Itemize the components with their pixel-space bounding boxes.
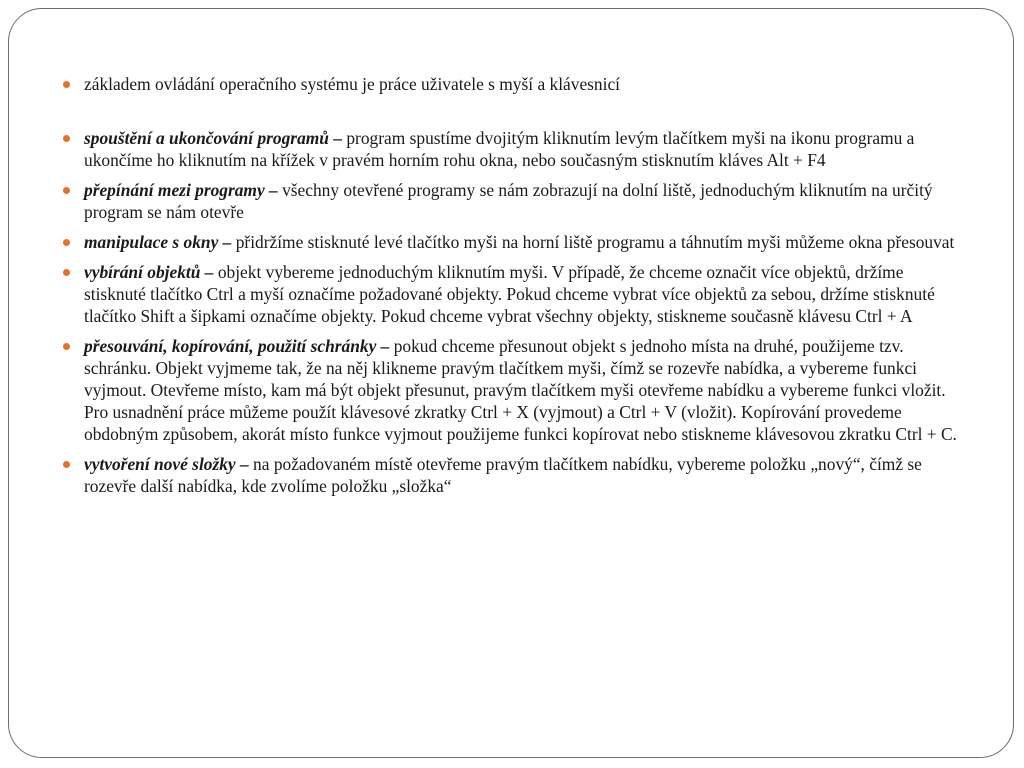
bullet-dot-icon	[63, 461, 70, 468]
bullet-dot-icon	[63, 187, 70, 194]
bullet-term: spouštění a ukončování programů –	[84, 128, 343, 148]
bullet-text: program spustíme dvojitým kliknutím levým tlačítkem myši na ikonu programu a ukončíme ho kliknutím na křížek v pravém horním rohu okna, nebo současným stisknutím kláves Alt + F4	[84, 128, 915, 170]
bullet-dot-icon	[63, 81, 70, 88]
bullet-text: základem ovládání operačního systému je práce uživatele s myší a klávesnicí	[84, 74, 621, 94]
bullet-term: vybírání objektů –	[84, 262, 214, 282]
bullet-item	[62, 231, 967, 253]
bullet-dot-icon	[63, 239, 70, 246]
bullet-text: na požadovaném místě otevřeme pravým tlačítkem nabídku, vybereme položku „nový“, čímž se rozevře další nabídka, kde zvolíme položku „složka“	[84, 454, 922, 496]
bullet-list	[62, 73, 967, 505]
bullet-item	[62, 127, 967, 171]
bullet-text: pokud chceme přesunout objekt s jednoho místa na druhé, použijeme tzv. schránku. Objekt vyjmeme tak, že na něj klikneme pravým tlačítkem myši, čímž se rozevře nabídka, a vybereme funkci vyjmout. Otevřeme místo, kam má být objekt přesunut, pravým tlačítkem myši otevřeme nabídku a vybereme funkci vložit. Pro usnadnění práce můžeme použít klávesové zkratky Ctrl + X (vyjmout) a Ctrl + V (vložit). Kopírování provedeme obdobným způsobem, akorát místo funkce vyjmout použijeme funkci kopírovat nebo stiskneme klávesovou zkratku Ctrl + C.	[84, 336, 957, 444]
bullet-item	[62, 261, 967, 327]
bullet-text: přidržíme stisknuté levé tlačítko myši na horní liště programu a táhnutím myši můžeme okna přesouvat	[231, 232, 955, 252]
bullet-dot-icon	[63, 343, 70, 350]
bullet-term: manipulace s okny –	[84, 232, 232, 252]
bullet-text: všechny otevřené programy se nám zobrazují na dolní liště, jednoduchým kliknutím na určitý program se nám otevře	[84, 180, 933, 222]
bullet-term: přesouvání, kopírování, použití schránky –	[84, 336, 390, 356]
bullet-item	[62, 335, 967, 445]
slide-frame	[8, 8, 1014, 758]
bullet-item	[62, 179, 967, 223]
bullet-item	[62, 73, 967, 95]
bullet-text: objekt vybereme jednoduchým kliknutím myši. V případě, že chceme označit více objektů, držíme stisknuté tlačítko Ctrl a myší označíme požadované objekty. Pokud chceme vybrat více objektů za sebou, držíme stisknuté tlačítko Shift a šipkami označíme objekty. Pokud chceme vybrat všechny objekty, stiskneme současně klávesu Ctrl + A	[84, 262, 935, 326]
bullet-dot-icon	[63, 269, 70, 276]
bullet-term: vytvoření nové složky –	[84, 454, 249, 474]
bullet-item	[62, 453, 967, 497]
bullet-dot-icon	[63, 135, 70, 142]
bullet-term: přepínání mezi programy –	[84, 180, 278, 200]
